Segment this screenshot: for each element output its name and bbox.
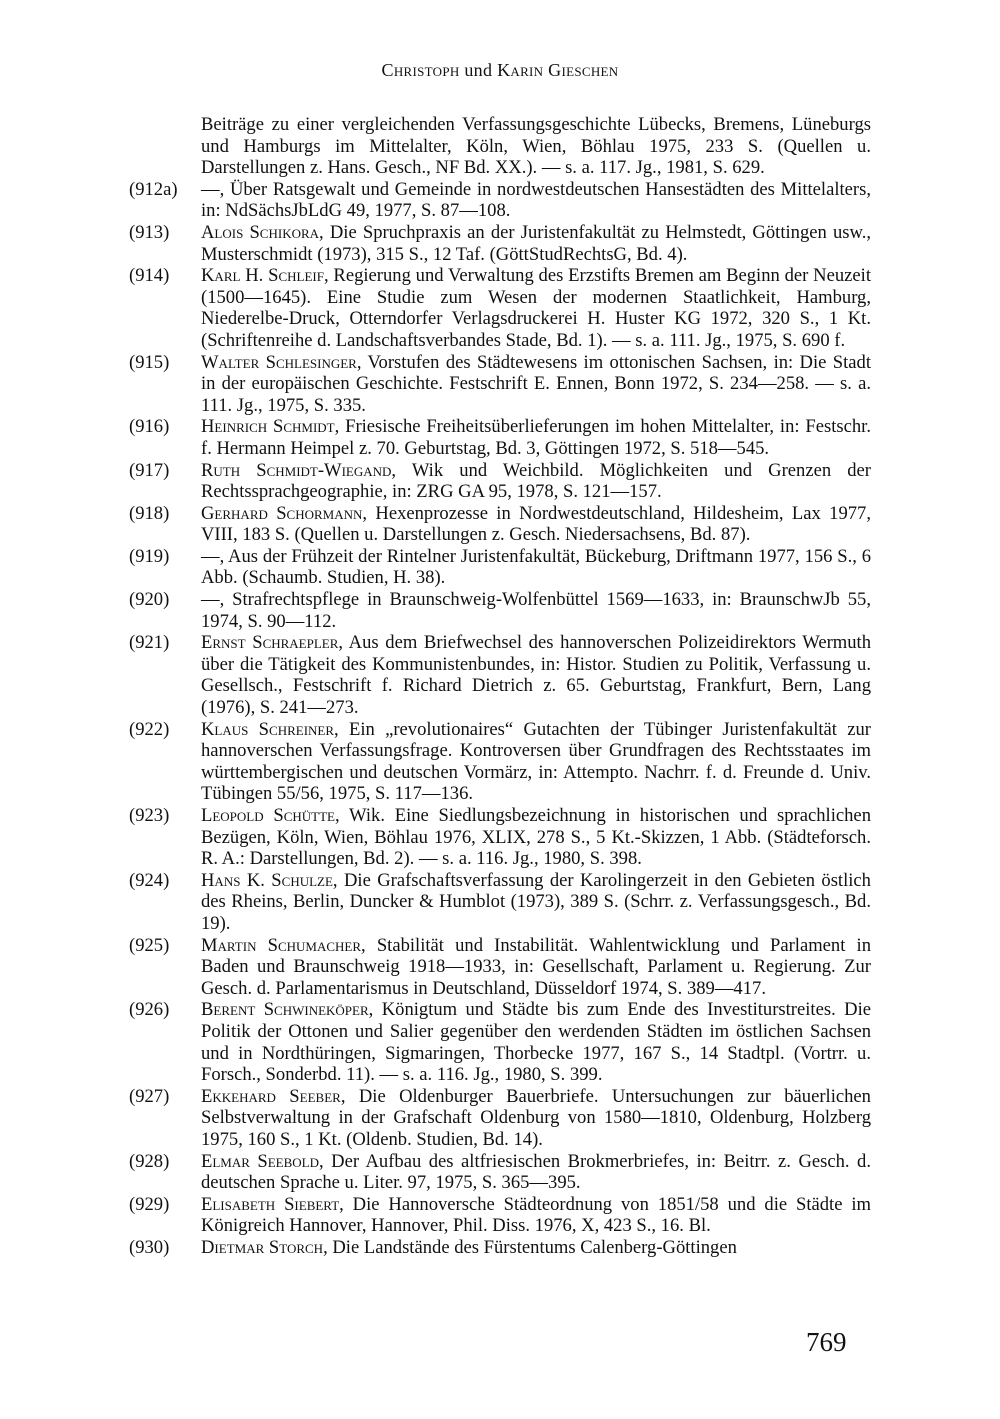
bibliography-entry — [129, 178, 871, 222]
entry-author: Dietmar Storch — [201, 1236, 324, 1258]
entry-text: , Ein „revolutionaires“ Gutachten der Tübinger Juristenfakultät zur hannoverschen Verfassungsfrage. Kontroversen über Grundfragen des Rechtsstaates im württembergischen und deutschen Vormärz, in: Attempto. Nachrr. f. d. Freunde d. Univ. Tübingen 55/56, 1975, S. 117—136. — [201, 718, 871, 805]
entry-text: —, Strafrechtspflege in Braunschweig-Wolfenbüttel 1569—1633, in: BraunschwJb 55, 1974, S. 90—112. — [201, 589, 871, 632]
entry-author: Ernst Schraepler — [201, 632, 339, 654]
entry-text: —, Über Ratsgewalt und Gemeinde in nordwestdeutschen Hansestädten des Mittelalters, in: NdSächsJbLdG 49, 1977, S. 87—108. — [201, 178, 871, 222]
page-number: 769 — [806, 1327, 847, 1357]
entry-number: (913) — [129, 221, 170, 243]
bibliography-entry — [129, 805, 871, 870]
entry-text: , Die Spruchpraxis an der Juristenfakultät zu Helmstedt, Göttingen usw., Musterschmidt (1973), 315 S., 12 Taf. (GöttStudRechtsG, Bd. 4). — [201, 221, 871, 265]
bibliography-entry — [129, 416, 871, 459]
entry-number: (925) — [129, 934, 170, 956]
bibliography-entry — [129, 869, 871, 935]
entry-number: (912a) — [129, 178, 178, 200]
entry-number: (927) — [129, 1085, 170, 1107]
entry-text: , Die Landstände des Fürstentums Calenberg-Göttingen — [323, 1236, 737, 1258]
entry-text: , Friesische Freiheitsüberlieferungen im hohen Mittelalter, in: Festschr. f. Hermann Heimpel z. 70. Geburtstag, Bd. 3, Göttingen 1972, S. 518—545. — [201, 416, 871, 459]
bibliography-entry — [129, 632, 872, 719]
entry-text: , Hexenprozesse in Nordwestdeutschland, Hildesheim, Lax 1977, VIII, 183 S. (Quellen u. Darstellungen z. Gesch. Niedersachsens, Bd. 87). — [201, 502, 871, 546]
entry-number: (920) — [129, 589, 170, 611]
entry-author: Alois Schikora — [201, 221, 320, 243]
bibliography-entry — [129, 1193, 871, 1237]
entry-author: Elmar Seebold — [201, 1150, 320, 1172]
entry-text: , Die Hannoversche Städteordnung von 1851/58 und die Städte im Königreich Hannover, Hannover, Phil. Diss. 1976, X, 423 S., 16. Bl. — [201, 1193, 871, 1237]
bibliography-entry — [129, 1085, 871, 1151]
entry-number: (930) — [129, 1236, 170, 1258]
entry-number: (915) — [129, 351, 170, 373]
bibliography-entry — [129, 221, 871, 265]
bibliography-entry — [129, 265, 871, 351]
bibliography-list — [129, 114, 872, 1258]
bibliography-entry — [129, 1236, 871, 1259]
entry-author: Karl H. Schleif — [201, 265, 324, 287]
entry-text: , Vorstufen des Städtewesens im ottonischen Sachsen, in: Die Stadt in der europäischen Geschichte. Festschrift E. Ennen, Bonn 1972, S. 234—258. — s. a. 111. Jg., 1975, S. 335. — [201, 351, 871, 416]
entry-author: Gerhard Schormann — [201, 502, 363, 524]
bibliography-entry — [135, 114, 871, 179]
entry-text: , Wik und Weichbild. Möglichkeiten und Grenzen der Rechtssprachgeographie, in: ZRG GA 95, 1978, S. 121—157. — [201, 459, 871, 503]
header-author-2: Karin Gieschen — [497, 60, 619, 80]
entry-number: (917) — [129, 459, 170, 481]
entry-text: , Aus dem Briefwechsel des hannoverschen Polizeidirektors Wermuth über die Tätigkeit des Kommunistenbundes, in: Histor. Studien zu Politik, Verfassung u. Gesellsch., Festschrift f. Richard Dietrich z. 65. Geburtstag, Frankfurt, Bern, Lang (1976), S. 241—273. — [201, 632, 872, 719]
entry-number: (914) — [129, 265, 170, 287]
entry-text: , Stabilität und Instabilität. Wahlentwicklung und Parlament in Baden und Braunschweig 1918—1933, in: Gesellschaft, Parlament u. Regierung. Zur Gesch. d. Parlamentarismus in Deutschland, Düsseldorf 1974, S. 389—417. — [201, 934, 871, 999]
entry-number: (926) — [129, 999, 170, 1021]
entry-author: Hans K. Schulze — [201, 869, 333, 891]
header-und: und — [464, 60, 493, 80]
entry-author: Klaus Schreiner — [201, 718, 335, 740]
entry-number: (924) — [129, 869, 170, 891]
entry-text: , Der Aufbau des altfriesischen Brokmerbriefes, in: Beitrr. z. Gesch. d. deutschen Sprache u. Liter. 97, 1975, S. 365—395. — [201, 1150, 871, 1194]
entry-author: Ruth Schmidt-Wiegand — [201, 459, 392, 481]
bibliography-entry — [129, 999, 871, 1086]
entry-number: (919) — [129, 545, 170, 567]
entry-number: (922) — [129, 718, 170, 740]
entry-number: (923) — [129, 805, 170, 826]
entry-author: Heinrich Schmidt — [201, 416, 335, 438]
entry-text: , Regierung und Verwaltung des Erzstifts Bremen am Beginn der Neuzeit (1500—1645). Eine Studie zum Wesen der modernen Staatlichkeit, Hamburg, Niederelbe-Druck, Otterndorfer Verlagsdruckerei H. Huster KG 1972, 320 S., 1 Kt. (Schriftenreihe d. Landschaftsverbandes Stade, Bd. 1). — s. a. 111. Jg., 1975, S. 690 f. — [201, 265, 871, 351]
entry-text: , Wik. Eine Siedlungsbezeichnung in historischen und sprachlichen Bezügen, Köln, Wien, Böhlau 1976, XLIX, 278 S., 5 Kt.-Skizzen, 1 Abb. (Städteforsch. R. A.: Darstellungen, Bd. 2). — s. a. 116. Jg., 1980, S. 398. — [201, 805, 871, 870]
entry-author: Berent Schwineköper — [201, 999, 369, 1021]
bibliography-entry — [129, 545, 871, 589]
entry-author: Ekkehard Seeber — [201, 1085, 341, 1107]
entry-author: Elisabeth Siebert — [201, 1193, 340, 1215]
entry-number: (921) — [129, 632, 170, 654]
entry-author: Leopold Schütte — [201, 805, 335, 826]
entry-number: (929) — [129, 1193, 170, 1215]
bibliography-entry — [129, 934, 871, 1000]
bibliography-entry — [129, 459, 871, 503]
bibliography-entry — [129, 718, 871, 805]
header-author-1: Christoph — [381, 60, 460, 80]
bibliography-entry — [129, 351, 871, 417]
bibliography-entry — [129, 502, 871, 546]
bibliography-entry — [129, 1150, 871, 1194]
bibliography-entry — [129, 589, 871, 632]
entry-text: , Die Oldenburger Bauerbriefe. Untersuchungen zur bäuerlichen Selbstverwaltung in der Grafschaft Oldenburg von 1580—1810, Oldenburg, Holzberg 1975, 160 S., 1 Kt. (Oldenb. Studien, Bd. 14). — [201, 1085, 871, 1150]
entry-number: (928) — [129, 1150, 170, 1172]
entry-author: Walter Schlesinger — [201, 351, 357, 373]
running-header — [0, 60, 1000, 81]
entry-text: Beiträge zu einer vergleichenden Verfassungsgeschichte Lübecks, Bremens, Lüneburgs und Hamburgs im Mittelalter, Köln, Wien, Böhlau 1975, 233 S. (Quellen u. Darstellungen z. Hans. Gesch., NF Bd. XX.). — s. a. 117. Jg., 1981, S. 629. — [201, 114, 871, 179]
entry-number: (918) — [129, 502, 170, 524]
entry-author: Martin Schumacher — [201, 934, 362, 956]
entry-text: —, Aus der Frühzeit der Rintelner Juristenfakultät, Bückeburg, Driftmann 1977, 156 S., 6 Abb. (Schaumb. Studien, H. 38). — [201, 545, 871, 589]
entry-text: , Königtum und Städte bis zum Ende des Investiturstreites. Die Politik der Ottonen und Salier gegenüber den werdenden Städten im östlichen Sachsen und in Nordthüringen, Sigmaringen, Thorbecke 1977, 167 S., 14 Stadtpl. (Vortrr. u. Forsch., Sonderbd. 11). — s. a. 116. Jg., 1980, S. 399. — [201, 999, 871, 1086]
entry-text: , Die Grafschaftsverfassung der Karolingerzeit in den Gebieten östlich des Rheins, Berlin, Duncker & Humblot (1973), 389 S. (Schrr. z. Verfassungsgesch., Bd. 19). — [201, 869, 871, 934]
entry-number: (916) — [129, 416, 170, 438]
